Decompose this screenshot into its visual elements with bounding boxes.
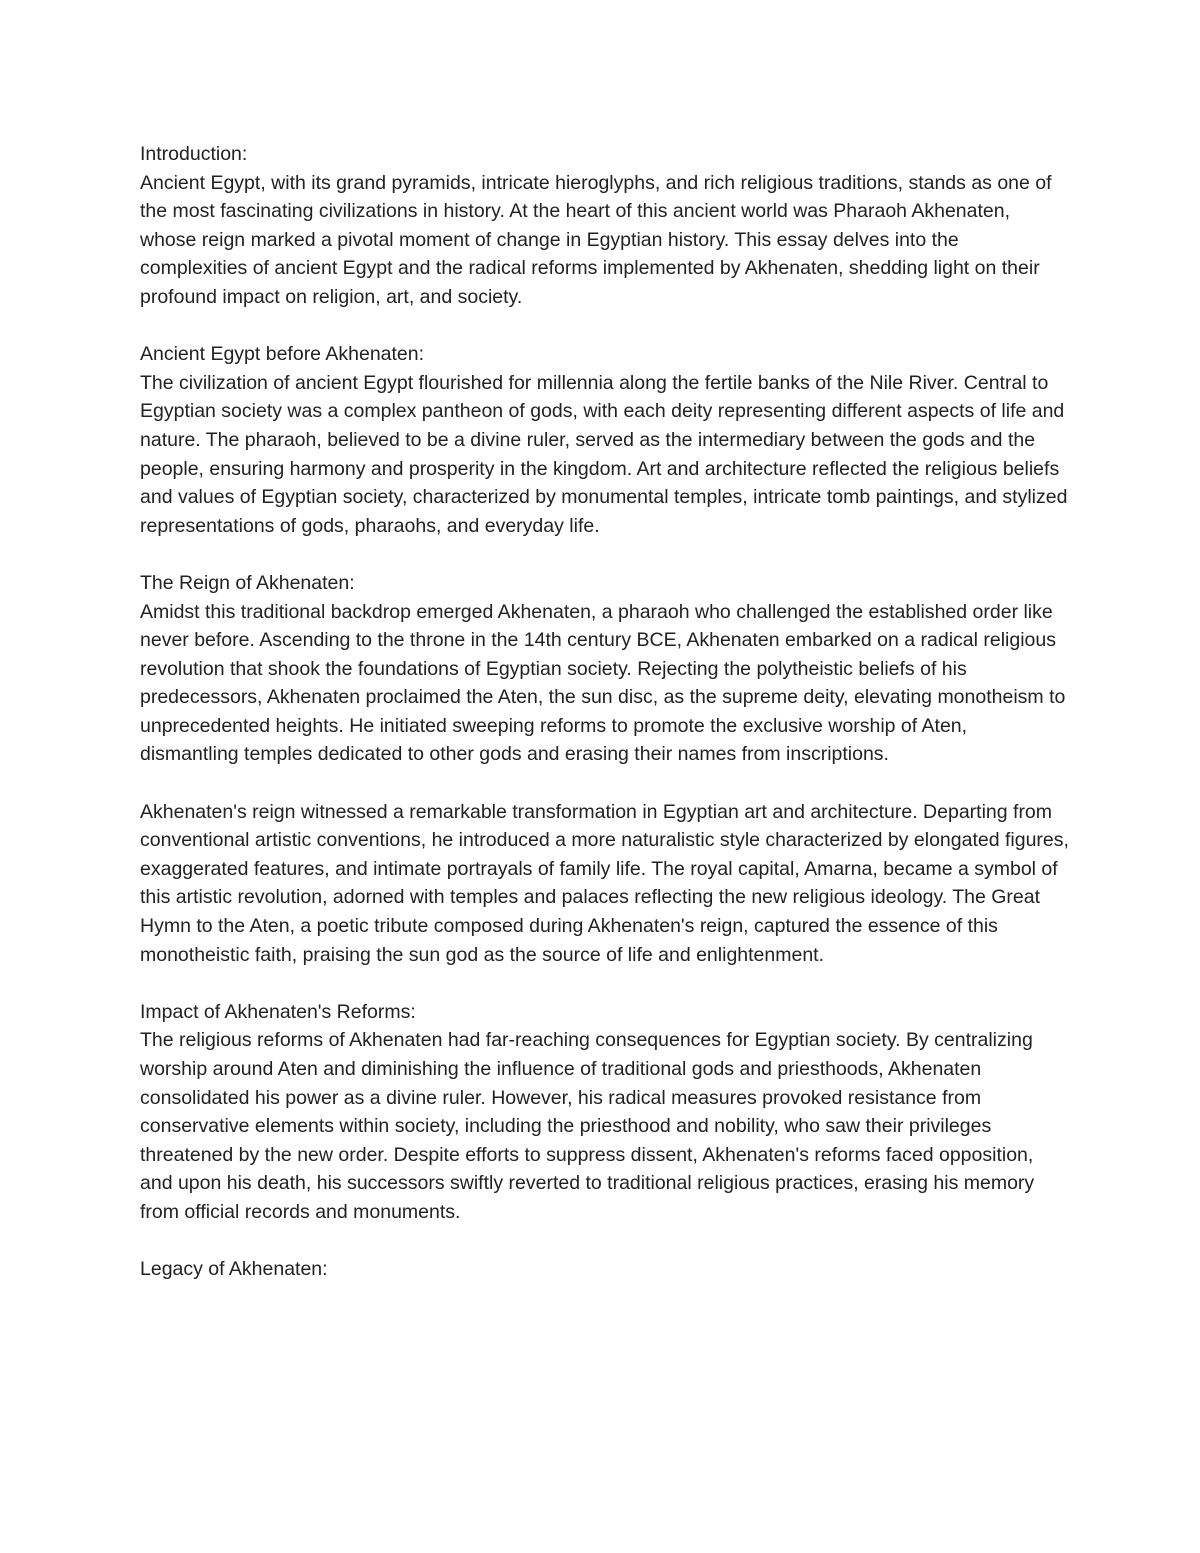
section-legacy-of-akhenaten [140, 1255, 1070, 1284]
section-paragraph: The religious reforms of Akhenaten had far-reaching consequences for Egyptian society. By centralizing worship around Aten and diminishing the influence of traditional gods and priesthoods, Akhenaten consolidated his power as a divine ruler. However, his radical measures provoked resistance from conservative elements within society, including the priesthood and nobility, who saw their privileges threatened by the new order. Despite efforts to suppress dissent, Akhenaten's reforms faced opposition, and upon his death, his successors swiftly reverted to traditional religious practices, erasing his memory from official records and monuments. [140, 1029, 1035, 1223]
section-heading: Ancient Egypt before Akhenaten: [140, 343, 425, 366]
section-paragraph: Ancient Egypt, with its grand pyramids, intricate hieroglyphs, and rich religious traditions, stands as one of the most fascinating civilizations in history. At the heart of this ancient world was Pharaoh Akhenaten, whose reign marked a pivotal moment of change in Egyptian history. This essay delves into the complexities of ancient Egypt and the radical reforms implemented by Akhenaten, shedding light on their profound impact on religion, art, and society. [140, 171, 1052, 308]
section-heading: Introduction: [140, 143, 248, 165]
section-ancient-egypt-before-akhenaten [140, 340, 1070, 540]
section-heading: Impact of Akhenaten's Reforms: [140, 1000, 416, 1023]
section-art-and-architecture [140, 798, 1070, 970]
section-reign-of-akhenaten [140, 569, 1070, 769]
section-paragraph: Akhenaten's reign witnessed a remarkable transformation in Egyptian art and architecture. Departing from conventional artistic conventions, he introduced a more naturalistic style characterized by elongated figures, exaggerated features, and intimate portrayals of family life. The royal capital, Amarna, became a symbol of this artistic revolution, adorned with temples and palaces reflecting the new religious ideology. The Great Hymn to the Aten, a poetic tribute composed during Akhenaten's reign, captured the essence of this monotheistic faith, praising the sun god as the source of life and enlightenment. [140, 800, 1069, 966]
section-introduction [140, 140, 1070, 312]
section-heading: The Reign of Akhenaten: [140, 571, 355, 594]
section-impact-of-reforms [140, 998, 1070, 1227]
section-heading: Legacy of Akhenaten: [140, 1258, 328, 1281]
document-body [140, 140, 1070, 1312]
section-paragraph: The civilization of ancient Egypt flourished for millennia along the fertile banks of the Nile River. Central to Egyptian society was a complex pantheon of gods, with each deity representing different aspects of life and nature. The pharaoh, believed to be a divine ruler, served as the intermediary between the gods and the people, ensuring harmony and prosperity in the kingdom. Art and architecture reflected the religious beliefs and values of Egyptian society, characterized by monumental temples, intricate tomb paintings, and stylized representations of gods, pharaohs, and everyday life. [140, 371, 1068, 537]
section-paragraph: Amidst this traditional backdrop emerged Akhenaten, a pharaoh who challenged the established order like never before. Ascending to the throne in the 14th century BCE, Akhenaten embarked on a radical religious revolution that shook the foundations of Egyptian society. Rejecting the polytheistic beliefs of his predecessors, Akhenaten proclaimed the Aten, the sun disc, as the supreme deity, elevating monotheism to unprecedented heights. He initiated sweeping reforms to promote the exclusive worship of Aten, dismantling temples dedicated to other gods and erasing their names from inscriptions. [140, 600, 1066, 766]
